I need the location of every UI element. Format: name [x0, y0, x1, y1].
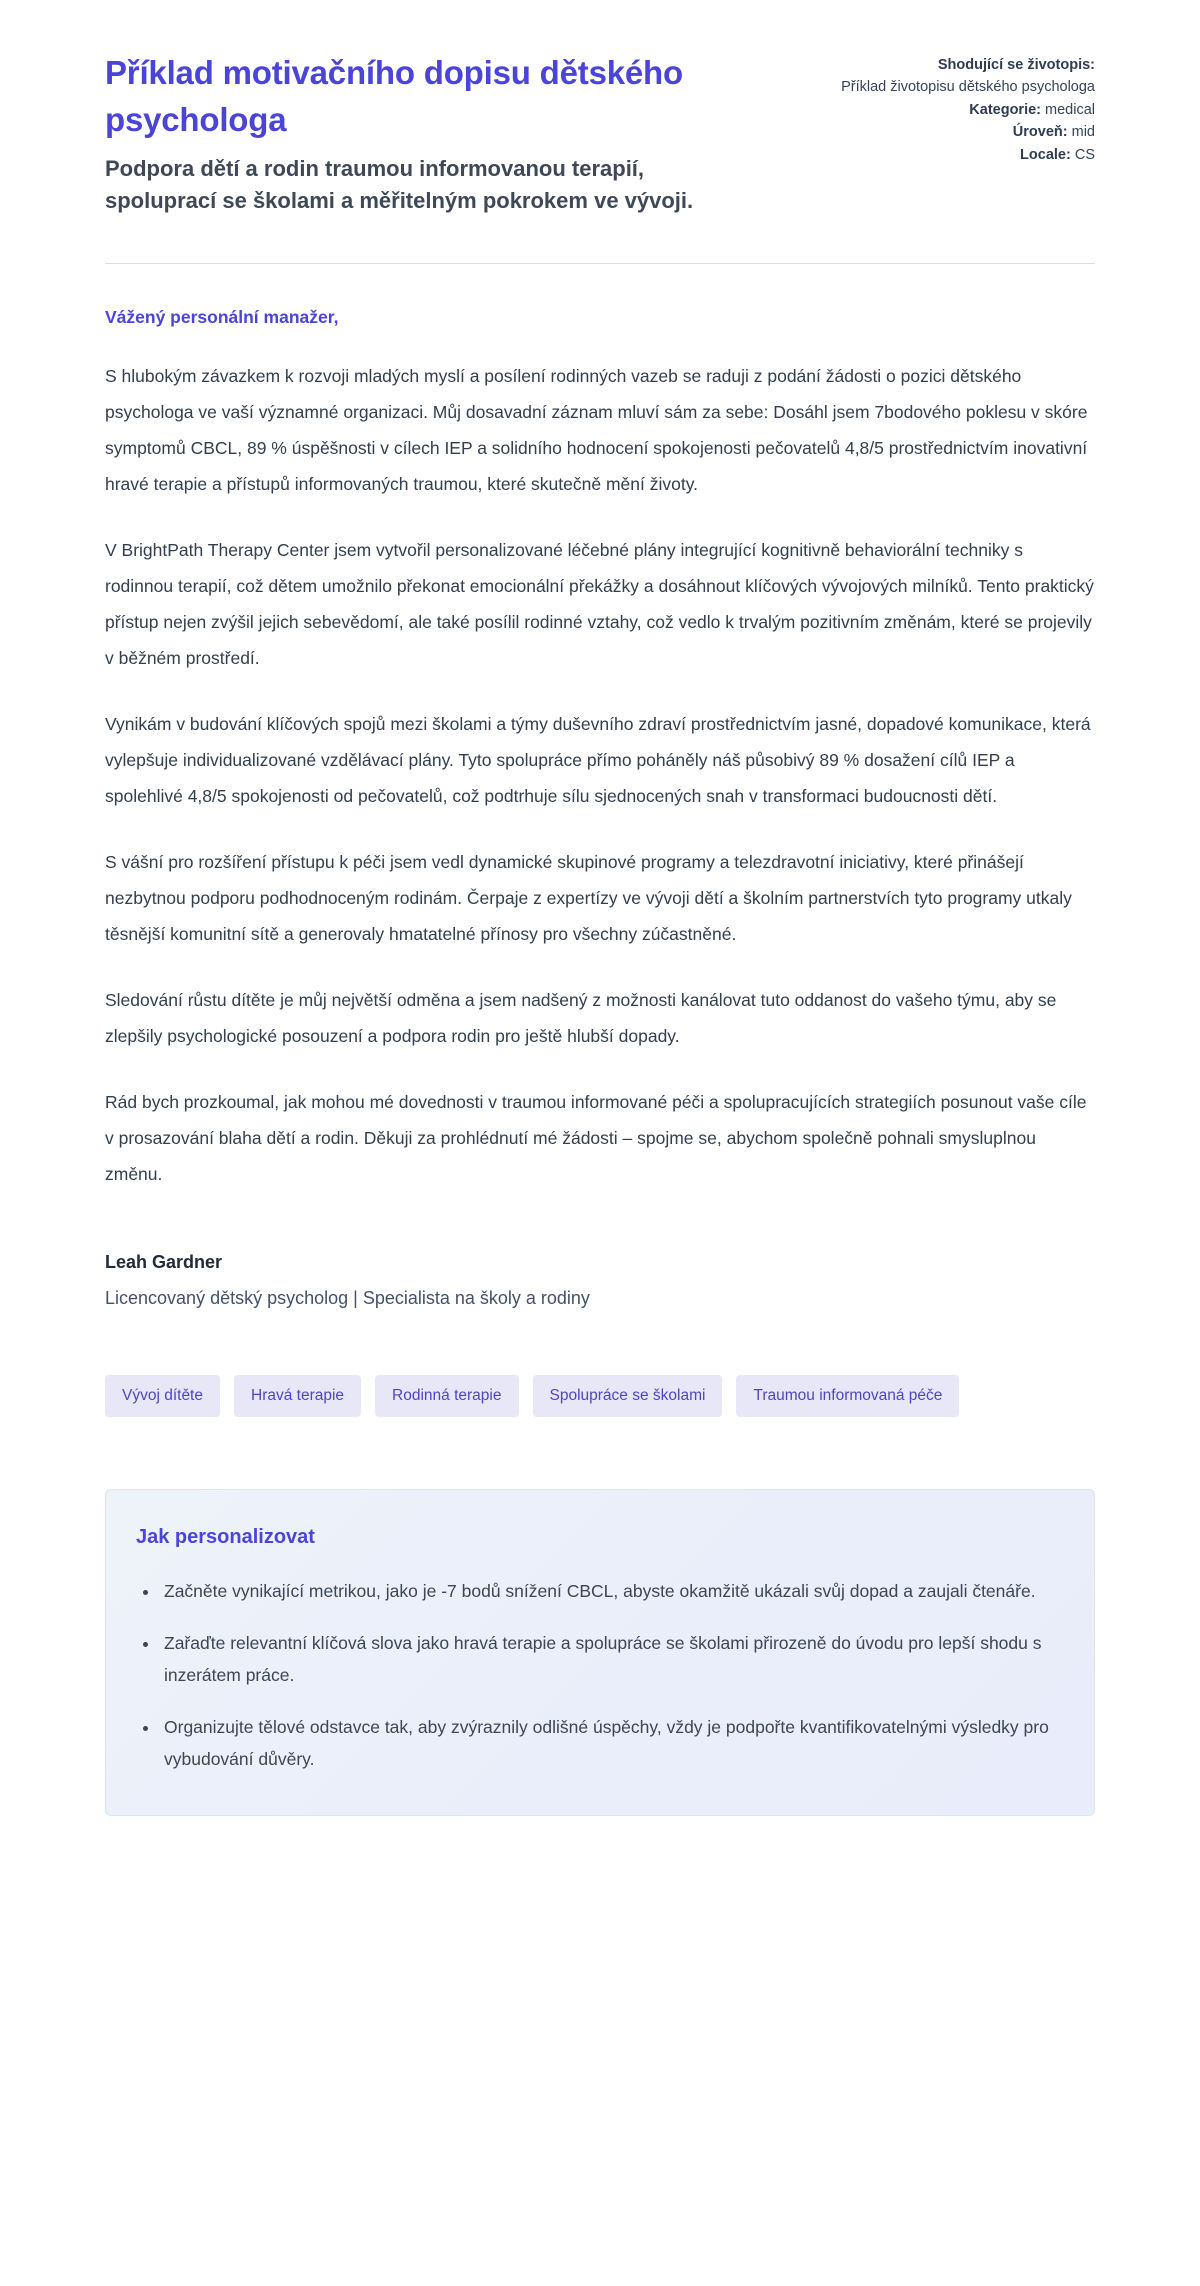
- tips-item: • Organizujte tělové odstavce tak, aby zvýraznily odlišné úspěchy, vždy je podpořte kvantifikovatelnými výsledky pro vybudování důvěry.: [160, 1711, 1064, 1776]
- signature-role: Licencovaný dětský psycholog | Specialista na školy a rodiny: [105, 1288, 590, 1309]
- meta-panel: [775, 50, 1095, 166]
- meta-matching-resume: [775, 54, 1095, 99]
- tips-item: • Zařaďte relevantní klíčová slova jako hravá terapie a spolupráce se školami přirozeně do úvodu pro lepší shodu s inzerátem práce.: [160, 1627, 1064, 1692]
- letter-body: [105, 307, 1095, 1310]
- keyword-tags: [105, 1375, 1095, 1417]
- meta-category-value: medical: [1045, 101, 1095, 118]
- meta-category-label: Kategorie:: [969, 101, 1041, 118]
- meta-level-value: mid: [1071, 124, 1095, 141]
- bottom-spacer: [105, 1816, 1095, 1884]
- letter-paragraph: Rád bych prozkoumal, jak mohou mé dovednosti v traumou informované péči a spolupracujících strategiích posunout vaše cíle v prosazování blaha dětí a rodin. Děkuji za prohlédnutí mé žádosti – spojme se, abychom společně pohnali smysluplnou změnu.: [105, 1092, 1087, 1185]
- meta-matching-resume-value: Příklad životopisu dětského psychologa: [841, 79, 1095, 96]
- page-container: [105, 0, 1095, 1884]
- meta-matching-resume-label: Shodující se životopis:: [937, 57, 1095, 73]
- page-title: Příklad motivačního dopisu dětského psychologa: [105, 54, 683, 138]
- letter-greeting: Vážený personální manažer,: [105, 306, 339, 327]
- tag-family-therapy[interactable]: Rodinná terapie: [375, 1375, 518, 1417]
- meta-locale: [775, 144, 1095, 166]
- tag-trauma-informed-care[interactable]: Traumou informovaná péče: [736, 1375, 959, 1417]
- meta-level-label: Úroveň:: [1012, 124, 1068, 141]
- header: [105, 50, 1095, 217]
- meta-locale-label: Locale:: [1020, 146, 1071, 163]
- letter-paragraph: V BrightPath Therapy Center jsem vytvořil personalizované léčebné plány integrující kognitivně behaviorální techniky s rodinnou terapií, což dětem umožnilo překonat emocionální překážky a dosáhnout klíčových vývojových milníků. Tento praktický přístup nejen zvýšil jejich sebevědomí, ale také posílil rodinné vztahy, což vedlo k trvalým pozitivním změnám, které se projevily v běžném prostředí.: [105, 539, 1094, 668]
- tips-list: [136, 1575, 1064, 1775]
- letter-paragraph: Sledování růstu dítěte je můj největší odměna a jsem nadšený z možnosti kanálovat tuto oddanost do vašeho týmu, aby se zlepšily psychologické posouzení a podpora rodin pro ještě hlubší dopady.: [105, 990, 1057, 1047]
- tag-play-therapy[interactable]: Hravá terapie: [234, 1375, 361, 1417]
- tips-title: Jak personalizovat: [136, 1526, 315, 1549]
- signature-name: Leah Gardner: [105, 1252, 223, 1273]
- tag-child-development[interactable]: Vývoj dítěte: [105, 1375, 220, 1417]
- letter-paragraph: S hlubokým závazkem k rozvoji mladých myslí a posílení rodinných vazeb se raduji z podání žádosti o pozici dětského psychologa ve vaší významné organizaci. Můj dosavadní záznam mluví sám za sebe: Dosáhl jsem 7bodového poklesu v skóre symptomů CBCL, 89 % úspěšnosti v cílech IEP a solidního hodnocení spokojenosti pečovatelů 4,8/5 prostřednictvím inovativní hravé terapie a přístupů informovaných traumou, které skutečně mění životy.: [105, 365, 1088, 494]
- personalization-tips-card: [105, 1489, 1095, 1816]
- tag-school-collaboration[interactable]: Spolupráce se školami: [533, 1375, 723, 1417]
- page-subtitle: Podpora dětí a rodin traumou informovanou terapií, spoluprací se školami a měřitelným pokrokem ve vývoji.: [105, 155, 694, 213]
- letter-paragraph: Vynikám v budování klíčových spojů mezi školami a týmy duševního zdraví prostřednictvím jasné, dopadové komunikace, která vylepšuje individualizované vzdělávací plány. Tyto spolupráce přímo poháněly náš působivý 89 % dosažení cílů IEP a spolehlivé 4,8/5 spokojenosti od pečovatelů, což podtrhuje sílu sjednocených snah v transformaci budoucnosti dětí.: [105, 713, 1091, 806]
- title-block: [105, 50, 750, 217]
- tips-item: • Začněte vynikající metrikou, jako je -7 bodů snížení CBCL, abyste okamžitě ukázali svůj dopad a zaujali čtenáře.: [160, 1575, 1064, 1607]
- header-divider: [105, 263, 1095, 264]
- meta-category: [775, 99, 1095, 121]
- meta-level: [775, 121, 1095, 143]
- letter-paragraph: S vášní pro rozšíření přístupu k péči jsem vedl dynamické skupinové programy a telezdravotní iniciativy, které přinášejí nezbytnou podporu podhodnoceným rodinám. Čerpaje z expertízy ve vývoji dětí a školním partnerstvích tyto programy utkaly těsnější komunitní sítě a generovaly hmatatelné přínosy pro všechny zúčastněné.: [105, 852, 1072, 945]
- meta-locale-value: CS: [1074, 146, 1095, 163]
